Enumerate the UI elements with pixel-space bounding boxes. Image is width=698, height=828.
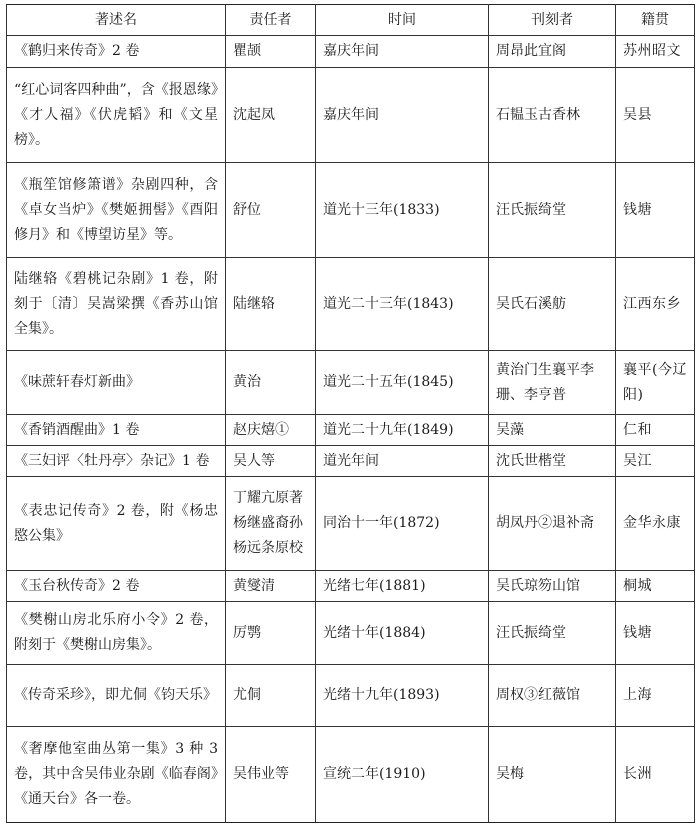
cell-title: 《瓶笙馆修箫谱》杂剧四种，含《卓女当炉》《樊姬拥髻》《酉阳修月》和《博望访星》等。 (7, 163, 226, 258)
cell-time: 光绪七年(1881) (316, 571, 489, 602)
cell-author: 瞿颉 (226, 36, 316, 68)
cell-publisher: 吴梅 (489, 727, 616, 823)
cell-title: 《玉台秋传奇》2 卷 (7, 571, 226, 602)
cell-time: 嘉庆年间 (316, 36, 489, 68)
cell-title: 陆继辂《碧桃记杂剧》1 卷，附刻于〔清〕吴嵩梁撰《香苏山馆全集》。 (7, 258, 226, 351)
cell-title: 《鹤归来传奇》2 卷 (7, 36, 226, 68)
cell-origin: 江西东乡 (616, 258, 695, 351)
header-publisher: 刊刻者 (489, 5, 616, 36)
cell-title: 《樊榭山房北乐府小令》2 卷，附刻于《樊榭山房集》。 (7, 602, 226, 665)
cell-author: 黄燮清 (226, 571, 316, 602)
cell-author: 黄治 (226, 351, 316, 415)
cell-author: 舒位 (226, 163, 316, 258)
cell-time: 道光二十三年(1843) (316, 258, 489, 351)
cell-title: “红心词客四种曲”，含《报恩缘》《才人福》《伏虎韬》和《文星榜》。 (7, 68, 226, 163)
cell-author: 陆继辂 (226, 258, 316, 351)
header-time: 时间 (316, 5, 489, 36)
cell-origin: 苏州昭文 (616, 36, 695, 68)
table-row (7, 571, 695, 602)
cell-publisher: 黄治门生襄平李珊、李亨普 (489, 351, 616, 415)
cell-publisher: 沈氏世楷堂 (489, 446, 616, 477)
cell-author: 厉鹗 (226, 602, 316, 665)
cell-origin: 吴县 (616, 68, 695, 163)
cell-author: 吴人等 (226, 446, 316, 477)
cell-publisher: 吴氏石溪舫 (489, 258, 616, 351)
cell-time: 道光二十九年(1849) (316, 415, 489, 446)
cell-time: 道光年间 (316, 446, 489, 477)
cell-origin: 吴江 (616, 446, 695, 477)
cell-title: 《传奇采珍》，即尤侗《钧天乐》 (7, 665, 226, 727)
cell-time: 光绪十九年(1893) (316, 665, 489, 727)
header-author: 责任者 (226, 5, 316, 36)
table-row (7, 477, 695, 571)
cell-title: 《三妇评〈牡丹亭〉杂记》1 卷 (7, 446, 226, 477)
header-origin: 籍贯 (616, 5, 695, 36)
cell-time: 嘉庆年间 (316, 68, 489, 163)
cell-publisher: 吴氏琼笏山馆 (489, 571, 616, 602)
cell-publisher: 周权③红薇馆 (489, 665, 616, 727)
cell-origin: 上海 (616, 665, 695, 727)
cell-author: 尤侗 (226, 665, 316, 727)
cell-author: 沈起凤 (226, 68, 316, 163)
cell-publisher: 周昂此宜阁 (489, 36, 616, 68)
cell-origin: 金华永康 (616, 477, 695, 571)
cell-publisher: 胡凤丹②退补斋 (489, 477, 616, 571)
cell-time: 道光十三年(1833) (316, 163, 489, 258)
cell-author: 吴伟业等 (226, 727, 316, 823)
cell-title: 《香销酒醒曲》1 卷 (7, 415, 226, 446)
cell-author: 丁耀亢原著杨继盛裔孙杨远条原校 (226, 477, 316, 571)
table-row (7, 415, 695, 446)
table-row (7, 727, 695, 823)
table-row (7, 258, 695, 351)
cell-origin: 钱塘 (616, 602, 695, 665)
cell-time: 光绪十年(1884) (316, 602, 489, 665)
table-row (7, 163, 695, 258)
table-row (7, 36, 695, 68)
cell-time: 道光二十五年(1845) (316, 351, 489, 415)
table-row (7, 602, 695, 665)
table-row (7, 68, 695, 163)
header-row (7, 5, 695, 36)
table-row (7, 446, 695, 477)
cell-publisher: 石韫玉古香林 (489, 68, 616, 163)
cell-origin: 钱塘 (616, 163, 695, 258)
cell-origin: 襄平(今辽阳) (616, 351, 695, 415)
cell-origin: 桐城 (616, 571, 695, 602)
cell-origin: 仁和 (616, 415, 695, 446)
cell-publisher: 汪氏振绮堂 (489, 163, 616, 258)
table-row (7, 351, 695, 415)
cell-time: 同治十一年(1872) (316, 477, 489, 571)
cell-author: 赵庆熺① (226, 415, 316, 446)
cell-title: 《奢摩他室曲丛第一集》3 种 3 卷，其中含吴伟业杂剧《临春阁》《通天台》各一卷。 (7, 727, 226, 823)
bibliography-table (6, 4, 695, 823)
cell-title: 《表忠记传奇》2 卷，附《杨忠愍公集》 (7, 477, 226, 571)
cell-publisher: 吴藻 (489, 415, 616, 446)
cell-title: 《味蔗轩春灯新曲》 (7, 351, 226, 415)
cell-origin: 长洲 (616, 727, 695, 823)
table-row (7, 665, 695, 727)
cell-time: 宣统二年(1910) (316, 727, 489, 823)
cell-publisher: 汪氏振绮堂 (489, 602, 616, 665)
header-title: 著述名 (7, 5, 226, 36)
